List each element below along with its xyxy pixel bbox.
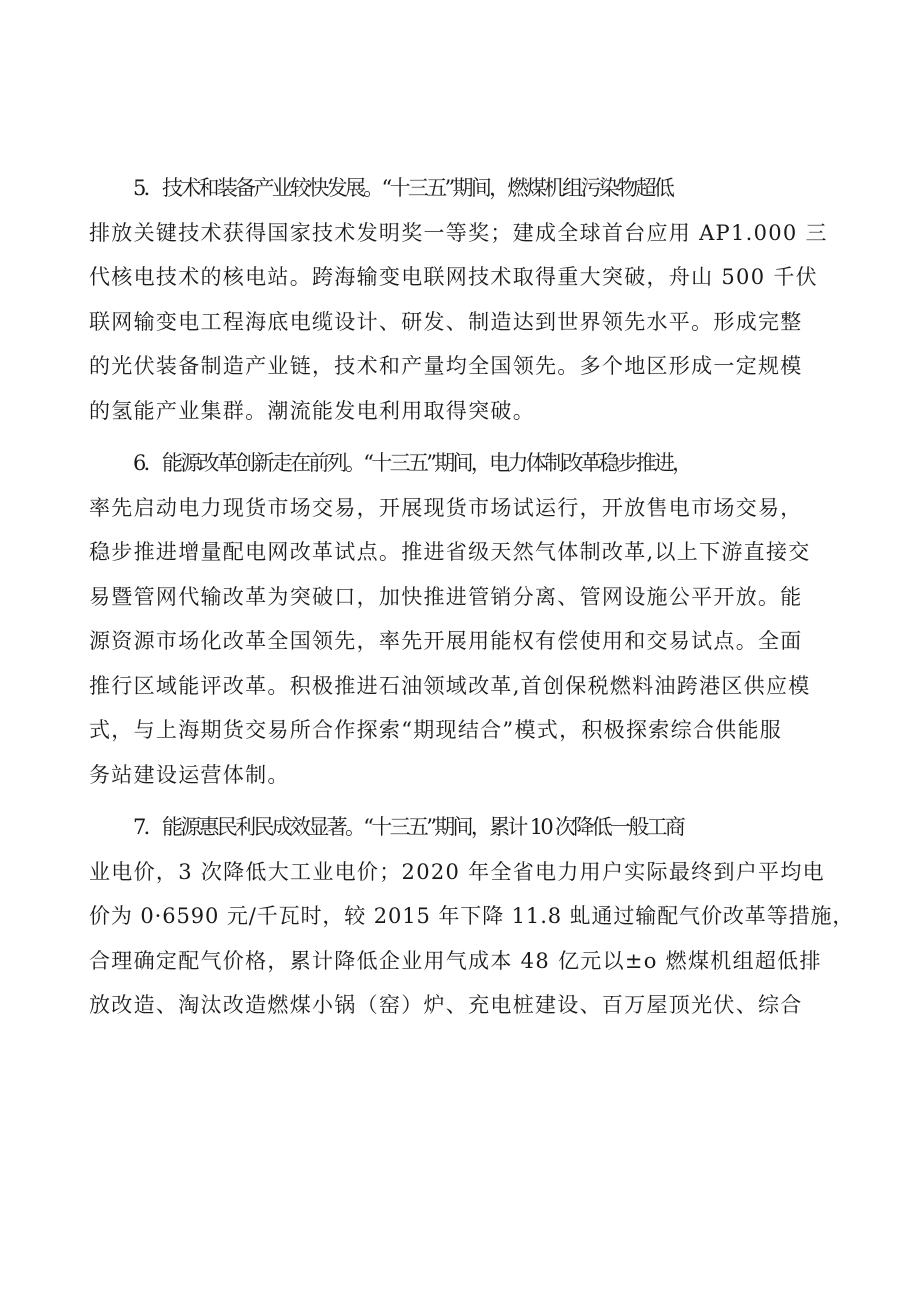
paragraph-line: 联网输变电工程海底电缆设计、研发、制造达到世界领先水平。形成完整 [89, 309, 803, 334]
paragraph-line: 源资源市场化改革全国领先，率先开展用能权有偿使用和交易试点。全面 [89, 629, 803, 653]
paragraph-6 [89, 441, 854, 797]
paragraph-line: 率先启动电力现货市场交易，开展现货市场试运行，开放售电市场交易， [89, 495, 803, 520]
paragraph-line: 合理确定配气价格，累计降低企业用气成本 48 亿元以±o 燃煤机组超低排 [89, 948, 822, 973]
paragraph-7 [89, 805, 854, 1028]
paragraph-line: 的光伏装备制造产业链，技术和产量均全国领先。多个地区形成一定规模 [89, 354, 803, 378]
paragraph-line: 稳步推进增量配电网改革试点。推进省级天然气体制改革,以上下游直接交 [89, 540, 811, 564]
paragraph-5 [89, 166, 854, 433]
paragraph-line: 易暨管网代输改革为突破口，加快推进管销分离、管网设施公平开放。能 [89, 584, 803, 609]
paragraph-line: 式，与上海期货交易所合作探索“期现结合”模式，积极探索综合供能服 [89, 718, 783, 742]
document-body [89, 166, 854, 1036]
paragraph-line: 业电价，3 次降低大工业电价；2020 年全省电力用户实际最终到户平均电 [89, 859, 825, 884]
paragraph-line: 代核电技术的核电站。跨海输变电联网技术取得重大突破，舟山 500 千伏 [89, 265, 818, 289]
paragraph-line: 的氢能产业集群。潮流能发电利用取得突破。 [89, 398, 535, 423]
paragraph-line: 务站建设运营体制。 [89, 762, 290, 787]
paragraph-line: 价为 0·6590 元/千瓦时，较 2015 年下降 11.8 虬通过输配气价改革等措施， [89, 904, 855, 928]
paragraph-line: 6．能源改革创新走在前列。“十三五”期间，电力体制改革稳步推进， [133, 451, 691, 475]
paragraph-line: 5．技术和装备产业较快发展。“十三五”期间，燃煤机组污染物超低 [133, 176, 673, 200]
paragraph-line: 排放关键技术获得国家技术发明奖一等奖；建成全球首台应用 AP1.000 三 [89, 220, 828, 245]
paragraph-line: 推行区域能评改革。积极推进石油领域改革,首创保税燃料油跨港区供应模 [89, 673, 811, 698]
paragraph-line: 7．能源惠民利民成效显著。“十三五”期间，累计 10 次降低一般工商 [133, 815, 684, 839]
paragraph-line: 放改造、淘汰改造燃煤小锅（窑）炉、充电桩建设、百万屋顶光伏、综合 [89, 993, 803, 1017]
